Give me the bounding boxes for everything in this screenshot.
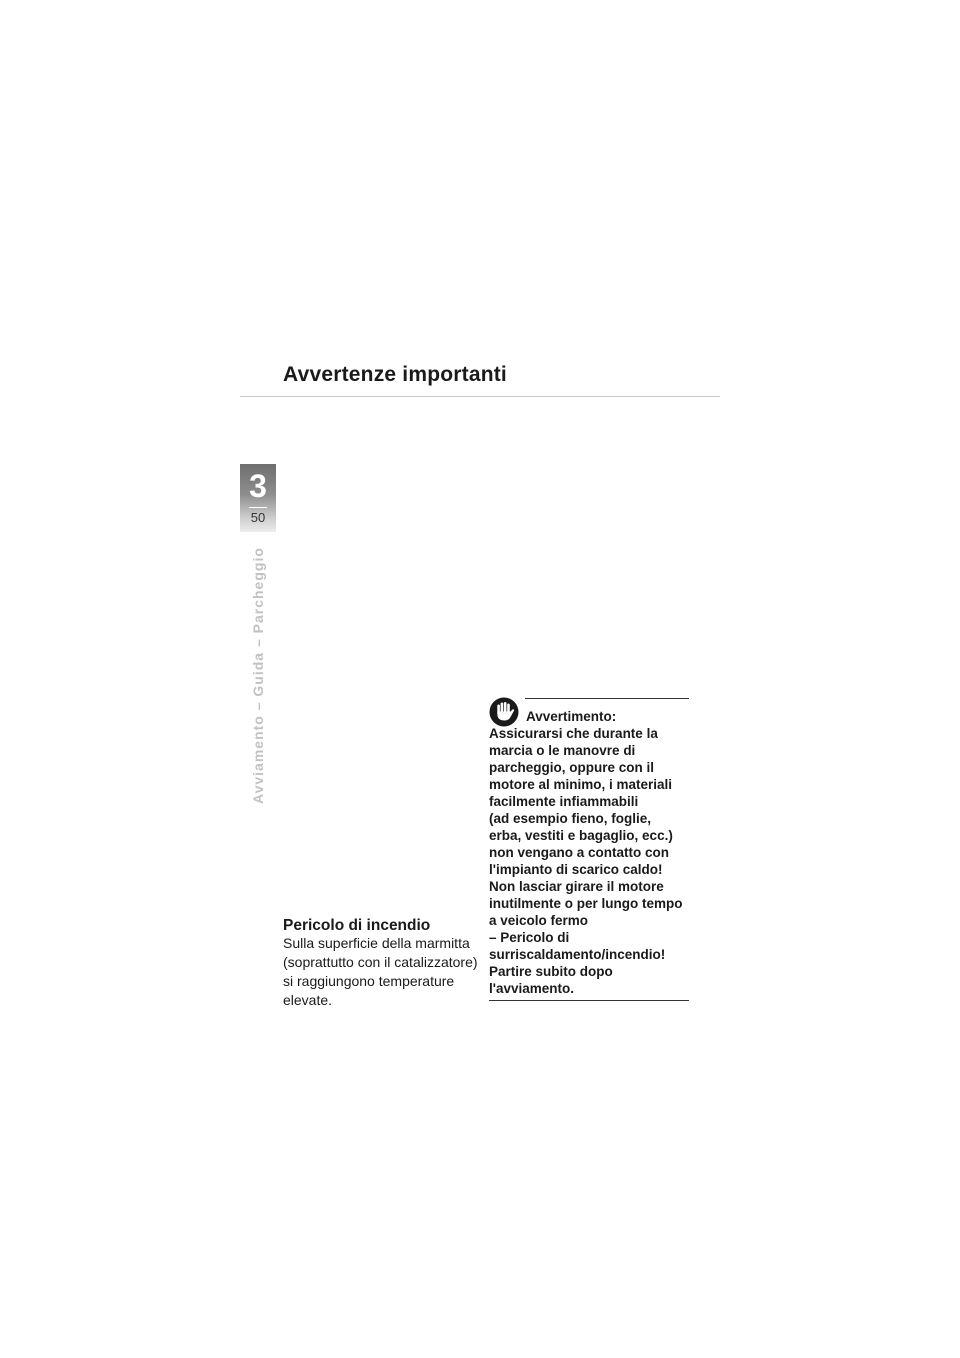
chapter-number: 3 xyxy=(249,468,267,504)
warning-text xyxy=(489,725,689,997)
warning-line: marcia o le manovre di xyxy=(489,743,636,758)
chapter-tab-divider xyxy=(249,507,267,508)
warning-line: Assicurarsi che durante la xyxy=(489,726,658,741)
warning-line: Partire subito dopo xyxy=(489,964,613,979)
warning-line: erba, vestiti e bagaglio, ecc.) xyxy=(489,828,673,843)
warning-top-rule xyxy=(525,698,689,699)
warning-line: l'impianto di scarico caldo! xyxy=(489,862,663,877)
warning-line: facilmente infiammabili xyxy=(489,794,639,809)
warning-line: surriscaldamento/incendio! xyxy=(489,947,666,962)
fire-hazard-section xyxy=(283,917,478,1010)
title-divider xyxy=(240,396,720,397)
chapter-side-label: Avviamento – Guida – Parcheggio xyxy=(250,547,266,804)
warning-box xyxy=(489,690,689,1001)
chapter-tab xyxy=(240,464,276,532)
warning-line: – Pericolo di xyxy=(489,930,570,945)
hand-stop-icon xyxy=(489,697,519,727)
warning-line: l'avviamento. xyxy=(489,981,574,996)
page-title: Avvertenze importanti xyxy=(283,363,507,386)
warning-line: (ad esempio fieno, foglie, xyxy=(489,811,652,826)
page-number: 50 xyxy=(250,510,266,525)
warning-bottom-rule xyxy=(489,1000,689,1001)
fire-hazard-text: Sulla superficie della marmitta (soprattutto con il catalizzatore) si raggiungono temperature elevate. xyxy=(283,935,478,1008)
warning-line: Non lasciar girare il motore xyxy=(489,879,664,894)
warning-line: parcheggio, oppure con il xyxy=(489,760,655,775)
warning-line: motore al minimo, i materiali xyxy=(489,777,673,792)
warning-line: non vengano a contatto con xyxy=(489,845,670,860)
warning-line: a veicolo fermo xyxy=(489,913,589,928)
fire-hazard-heading: Pericolo di incendio xyxy=(283,917,431,934)
warning-line: inutilmente o per lungo tempo xyxy=(489,896,683,911)
warning-label: Avvertimento: xyxy=(526,709,617,724)
